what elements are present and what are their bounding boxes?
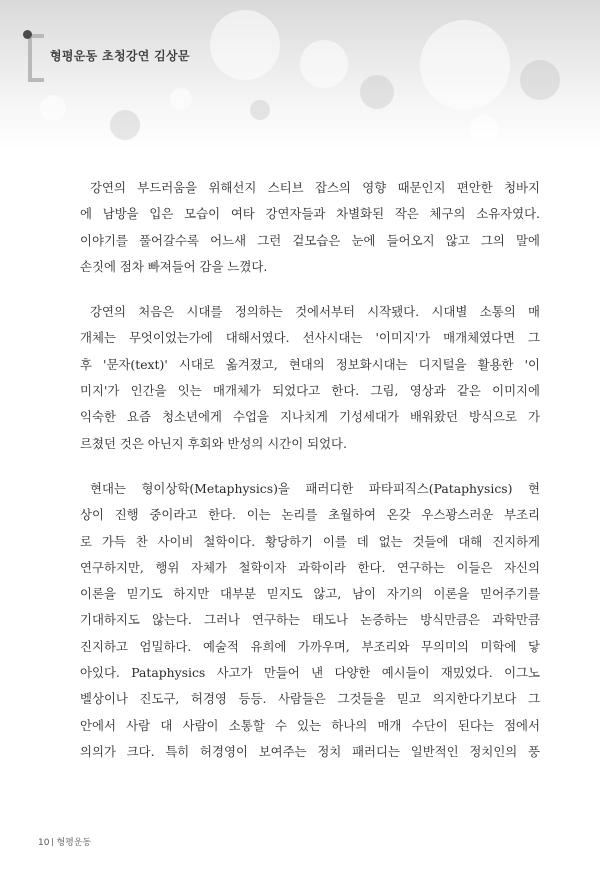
section-title: 형평운동 초청강연 김상문 (50, 49, 190, 63)
text-line: 벨상이나 진도구, 허경영 등등. 사람들은 그것들을 믿고 의지한다기보다 그 (80, 691, 540, 707)
section-bullet-dot (23, 30, 32, 39)
paragraph-3 (80, 476, 540, 765)
text-line: 기대하지도 않는다. 그러나 연구하는 태도나 논증하는 방식만큼은 과학만큼 (80, 612, 540, 628)
decor-bokeh (170, 88, 192, 110)
decor-bokeh (520, 60, 560, 100)
footer-separator (52, 838, 53, 846)
text-line: 미지'가 인간을 잇는 매개체가 되었다고 한다. 그림, 영상과 같은 이미지에 (80, 383, 540, 399)
decor-bokeh (110, 110, 140, 140)
text-line: 진지하고 엄밀하다. 예술적 유희에 가까우며, 부조리와 무의미의 미학에 닿 (80, 638, 540, 654)
paragraph-1 (80, 175, 540, 280)
text-line: 현대는 형이상학(Metaphysics)을 패러디한 파타피직스(Pataphysics) 현 (90, 480, 540, 496)
decor-bokeh (360, 75, 394, 109)
text-line: 이론을 믿기도 하지만 대부분 믿지도 않고, 남이 자기의 이론을 믿어주기를 (80, 586, 540, 602)
text-line: 후 '문자(text)' 시대로 옮겨졌고, 현대의 정보화시대는 디지털을 활용한 '이 (80, 356, 540, 372)
header-band (0, 0, 600, 150)
text-line: 익숙한 요즘 청소년에게 수업을 지나치게 기성세대가 배워왔던 방식으로 가 (80, 409, 540, 425)
decor-bokeh (250, 100, 270, 120)
decor-bokeh (470, 115, 498, 143)
text-line: 로 가득 찬 사이비 철학이다. 황당하기 이를 데 없는 것들에 대해 진지하게 (80, 533, 540, 549)
text-line: 상이 진행 중이라고 한다. 이는 논리를 초월하여 온갖 우스꽝스러운 부조리 (80, 507, 540, 523)
text-line: 손짓에 점차 빠져들어 감을 느꼈다. (80, 258, 268, 274)
decor-bokeh (210, 10, 280, 80)
text-line: 르쳤던 것은 아닌지 후회와 반성의 시간이 되었다. (80, 435, 347, 451)
page-number: 10 (38, 838, 50, 848)
text-line: 강연의 처음은 시대를 정의하는 것에서부터 시작됐다. 시대별 소통의 매 (90, 304, 540, 320)
decor-bokeh (300, 40, 348, 88)
decor-bokeh (40, 95, 66, 121)
text-line: 강연의 부드러움을 위해선지 스티브 잡스의 영향 때문인지 편안한 청바지 (90, 180, 540, 195)
decor-bokeh (420, 20, 510, 110)
page-footer (38, 835, 91, 848)
text-line: 연구하지만, 행위 자체가 철학이자 과학이라 한다. 연구하는 이들은 자신의 (80, 559, 540, 575)
text-line: 안에서 사람 대 사람이 소통할 수 있는 하나의 매개 수단이 된다는 점에서 (80, 717, 540, 733)
text-line: 의의가 크다. 특히 허경영이 보여주는 정치 패러디는 일반적인 정치인의 풍 (80, 743, 540, 759)
text-line: 아있다. Pataphysics 사고가 만들어 낸 다양한 예시들이 재밌었다. 이그노 (80, 665, 540, 681)
publication-name: 형평운동 (56, 838, 92, 848)
text-line: 개체는 무엇이었는가에 대해서였다. 선사시대는 '이미지'가 매개체였다면 그 (80, 330, 540, 346)
text-line: 에 남방을 입은 모습이 여타 강연자들과 차별화된 작은 체구의 소유자였다. (80, 206, 540, 222)
article-body (80, 175, 540, 784)
section-bracket-decoration (28, 34, 44, 82)
paragraph-2 (80, 299, 540, 457)
text-line: 이야기를 풀어갈수록 어느새 그런 겉모습은 눈에 들어오지 않고 그의 말에 (80, 232, 540, 248)
